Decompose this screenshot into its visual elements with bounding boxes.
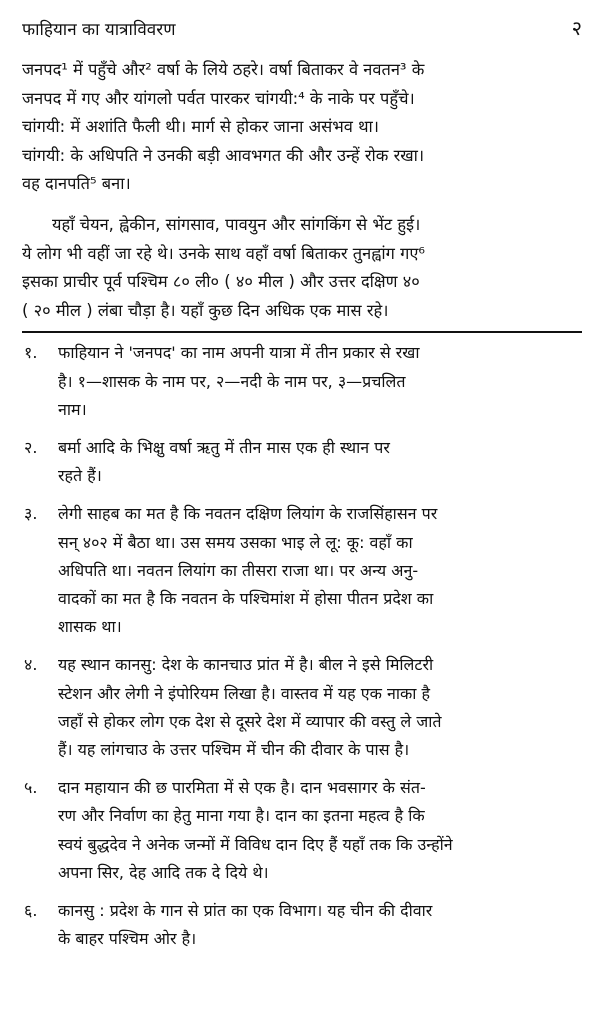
text-line: फाहियान ने 'जनपद' का नाम अपनी यात्रा में तीन प्रकार से रखा: [58, 343, 420, 363]
footnote-2: [22, 434, 582, 490]
footnote-number: २.: [24, 437, 38, 457]
footnote-text: [58, 897, 582, 953]
text-line: शासक था।: [58, 617, 122, 637]
footnote-6: [22, 897, 582, 953]
text-line: अपना सिर, देह आदि तक दे दिये थे।: [58, 862, 269, 882]
text-line: अधिपति था। नवतन लियांग का तीसरा राजा था। पर अन्य अनु-: [58, 560, 419, 580]
footnote-number: १.: [24, 343, 38, 363]
text-line: जहाँ से होकर लोग एक देश से दूसरे देश में व्यापार की वस्तु ले जाते: [58, 711, 442, 731]
footnote-number: ४.: [24, 655, 38, 675]
text-line: इसका प्राचीर पूर्व पश्चिम ८० ली० ( ४० मील ) और उत्तर दक्षिण ४०: [22, 272, 420, 292]
text-line: जनपद में गए और यांगलो पर्वत पारकर चांगयी:⁴ के नाके पर पहुँचे।: [22, 88, 415, 108]
text-line: वह दानपति⁵ बना।: [22, 174, 131, 194]
footnote-text: [58, 774, 582, 887]
text-line: कानसु : प्रदेश के गान से प्रांत का एक विभाग। यह चीन की दीवार: [58, 901, 433, 920]
footnote-1: [22, 339, 582, 424]
footnote-text: [58, 500, 582, 641]
text-line: यह स्थान कानसु: देश के कानचाउ प्रांत में है। बील ने इसे मिलिटरी: [58, 655, 434, 675]
footnote-4: [22, 651, 582, 764]
text-line: है। १—शासक के नाम पर, २—नदी के नाम पर, ३—प्रचलित: [58, 371, 406, 391]
footnote-separator: [22, 331, 582, 333]
footnote-number: ६.: [24, 901, 38, 920]
text-line: रहते हैं।: [58, 466, 102, 486]
running-header: [22, 14, 582, 48]
text-line: वादकों का मत है कि नवतन के पश्चिमांश में होसा पीतन प्रदेश का: [58, 588, 434, 608]
footnote-text: [58, 434, 582, 490]
text-line: लेगी साहब का मत है कि नवतन दक्षिण लियांग के राजसिंहासन पर: [58, 504, 438, 524]
text-line: यहाँ चेयन, ह्वेकीन, सांगसाव, पावयुन और सांगकिंग से भेंट हुई।: [52, 214, 421, 234]
footnote-text: [58, 651, 582, 764]
text-line: स्वयं बुद्धदेव ने अनेक जन्मों में विविध दान दिए हैं यहाँ तक कि उन्होंने: [58, 834, 453, 854]
footnote-number: ३.: [24, 504, 38, 524]
footnote-number: ५.: [24, 778, 38, 798]
text-line: के बाहर पश्चिम ओर है।: [58, 929, 197, 949]
text-line: चांगयी: में अशांति फैली थी। मार्ग से होकर जाना असंभव था।: [22, 117, 379, 137]
text-line: नाम।: [58, 399, 87, 419]
text-line: ये लोग भी वहीं जा रहे थे। उनके साथ वहाँ वर्षा बिताकर तुनह्वांग गए⁶: [22, 243, 425, 263]
body-paragraph-1: [22, 56, 582, 199]
text-line: चांगयी: के अधिपति ने उनकी बड़ी आवभगत की और उन्हें रोक रखा।: [22, 145, 425, 165]
text-line: रण और निर्वाण का हेतु माना गया है। दान का इतना महत्व है कि: [58, 806, 425, 826]
text-line: सन् ४०२ में बैठा था। उस समय उसका भाइ ले लू: कू: वहाँ का: [58, 532, 413, 552]
footnote-text: [58, 339, 582, 424]
footnote-3: [22, 500, 582, 641]
text-line: जनपद¹ में पहुँचे और² वर्षा के लिये ठहरे। वर्षा बिताकर वे नवतन³ के: [22, 60, 425, 79]
footnote-5: [22, 774, 582, 887]
text-line: हैं। यह लांगचाउ के उत्तर पश्चिम में चीन की दीवार के पास है।: [58, 739, 410, 759]
text-line: ( २० मील ) लंबा चौड़ा है। यहाँ कुछ दिन अधिक एक मास रहे।: [22, 300, 389, 320]
text-line: दान महायान की छ पारमिता में से एक है। दान भवसागर के संत-: [58, 778, 426, 798]
text-line: बर्मा आदि के भिक्षु वर्षा ऋतु में तीन मास एक ही स्थान पर: [58, 437, 390, 457]
page-number: २: [571, 16, 582, 40]
body-paragraph-2: [22, 211, 582, 325]
running-title: फाहियान का यात्राविवरण: [22, 20, 176, 40]
text-line: स्टेशन और लेगी ने इंपोरियम लिखा है। वास्तव में यह एक नाका है: [58, 683, 430, 703]
